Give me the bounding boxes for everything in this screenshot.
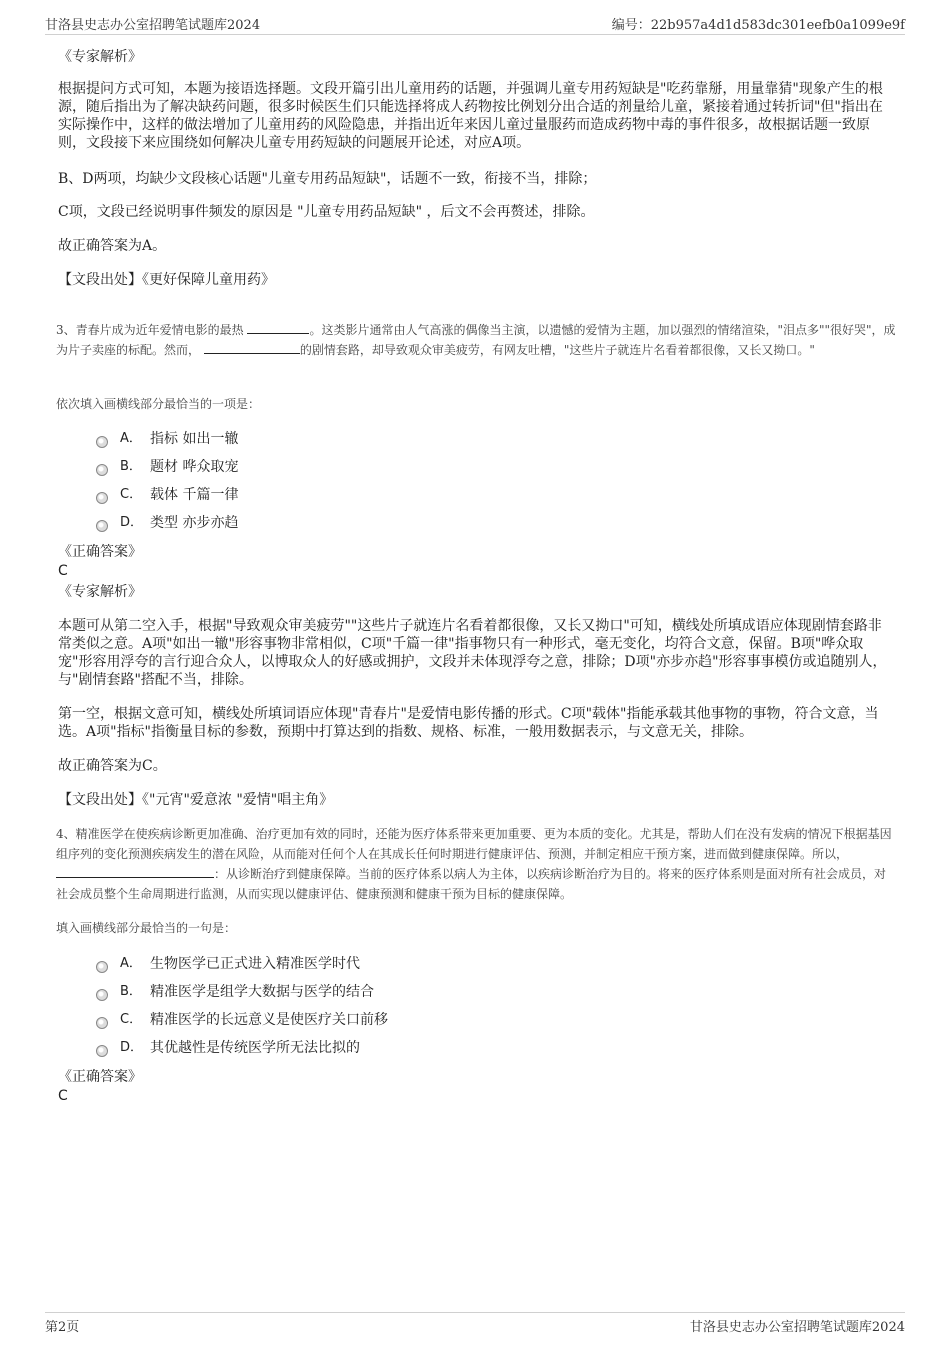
q2-analysis-para-2: B、D两项，均缺少文段核心话题"儿童专用药品短缺"，话题不一致，衔接不当，排除； (58, 171, 597, 187)
q3-option-d-text: 类型 亦步亦趋 (150, 515, 239, 531)
q2-analysis-para-3: C项，文段已经说明事件频发的原因是 "儿童专用药品短缺" ，后文不会再赘述，排除。 (58, 204, 595, 220)
q2-answer-line: 故正确答案为A。 (58, 238, 167, 254)
header-title: 甘洛县史志办公室招聘笔试题库2024 (45, 18, 261, 33)
q4-option-a-text: 生物医学已正式进入精准医学时代 (150, 956, 360, 972)
header-code: 编号：22b957a4d1d583dc301eefb0a1099e9f (611, 18, 905, 33)
page-footer (45, 1312, 905, 1336)
q3-option-b-letter: B． (120, 459, 142, 474)
q3-analysis-para-1: 本题可从第二空入手，根据"导致观众审美疲劳""这些片子就连片名看着都很像，又长又拗口"可知，横线处所填成语应体现剧情套路非常类似之意。A项"如出一辙"形容事物非常相似，C项"千篇一律"指事物只有一种形式，毫无变化，均符合文意，保留。B项"哗众取宠"形容用浮夸的言行迎合众人，以博取众人的好感或拥护，文段并未体现浮夸之意，排除；D项"亦步亦趋"形容事事模仿或追随别人，与"剧情套路"搭配不当，排除。 (58, 618, 887, 688)
q2-source: 【文段出处】《更好保障儿童用药》 (58, 272, 275, 288)
q3-option-c-letter: C． (120, 487, 143, 502)
q4-stem-part-1: 4、精准医学在使疾病诊断更加准确、治疗更加有效的同时，还能为医疗体系带来更加重要、更为本质的变化。尤其是，帮助人们在没有发病的情况下根据基因组序列的变化预测疾病发生的潜在风险，从而能对任何个人在其成长任何时期进行健康评估、预测，并制定相应干预方案，进而做到健康保障。所以， (56, 827, 892, 861)
radio-icon[interactable] (96, 1017, 108, 1029)
q4-option-c-letter: C． (120, 1012, 143, 1027)
radio-icon[interactable] (96, 436, 108, 448)
page-header (45, 14, 905, 35)
q3-option-c[interactable] (96, 486, 238, 504)
q3-option-a-letter: A． (120, 431, 142, 446)
q4-option-d-letter: D． (120, 1040, 144, 1055)
q3-option-a-text: 指标 如出一辙 (150, 431, 239, 447)
q4-option-a-letter: A． (120, 956, 142, 971)
q3-answer: C (58, 563, 68, 579)
q4-stem-part-2: ：从诊断治疗到健康保障。当前的医疗体系以病人为主体，以疾病诊断治疗为目的。将来的医疗体系则是面对所有社会成员，对社会成员整个生命周期进行监测，从而实现以健康评估、健康预测和健康干预为目标的健康保障。 (56, 867, 887, 901)
q3-stem (56, 320, 896, 360)
q3-option-a[interactable] (96, 430, 238, 448)
footer-title: 甘洛县史志办公室招聘笔试题库2024 (689, 1320, 905, 1335)
q3-stem-part-1: 3、青春片成为近年爱情电影的最热 (56, 323, 244, 337)
q3-stem-part-2: 。这类影片通常由人气高涨的偶像当主演，以遗憾的爱情为主题，加以强烈的情绪渲染，"泪点多""很好哭"，成为片子卖座的标配。然而， (56, 323, 896, 357)
q4-option-b-text: 精准医学是组学大数据与医学的结合 (150, 984, 374, 1000)
q3-option-b-text: 题材 哗众取宠 (150, 459, 239, 475)
q3-answer-label: 《正确答案》 (58, 544, 142, 560)
q3-answer-line: 故正确答案为C。 (58, 758, 167, 774)
q4-stem (56, 824, 896, 904)
q3-stem-part-3: 的剧情套路，却导致观众审美疲劳，有网友吐槽，"这些片子就连片名看着都很像，又长又拗口。" (299, 343, 815, 357)
q2-analysis-label: 《专家解析》 (58, 49, 142, 65)
q4-option-b[interactable] (96, 983, 374, 1001)
q4-option-d-text: 其优越性是传统医学所无法比拟的 (150, 1040, 360, 1056)
q4-option-c[interactable] (96, 1011, 388, 1029)
q3-option-d-letter: D． (120, 515, 144, 530)
q3-blank-2 (204, 340, 300, 354)
radio-icon[interactable] (96, 1045, 108, 1057)
radio-icon[interactable] (96, 989, 108, 1001)
q4-answer-label: 《正确答案》 (58, 1069, 142, 1085)
q4-option-b-letter: B． (120, 984, 142, 999)
q3-option-d[interactable] (96, 514, 238, 532)
q4-option-d[interactable] (96, 1039, 360, 1057)
radio-icon[interactable] (96, 464, 108, 476)
q4-blank (56, 864, 214, 878)
q3-blank-1 (247, 320, 309, 334)
q4-prompt: 填入画横线部分最恰当的一句是： (56, 921, 237, 935)
q4-answer: C (58, 1088, 68, 1104)
radio-icon[interactable] (96, 492, 108, 504)
q3-prompt: 依次填入画横线部分最恰当的一项是： (56, 397, 261, 411)
q4-option-c-text: 精准医学的长远意义是使医疗关口前移 (150, 1012, 388, 1028)
q3-analysis-label: 《专家解析》 (58, 584, 142, 600)
q4-option-a[interactable] (96, 955, 360, 973)
q3-option-c-text: 载体 千篇一律 (150, 487, 239, 503)
q2-analysis-para-1: 根据提问方式可知，本题为接语选择题。文段开篇引出儿童用药的话题，并强调儿童专用药短缺是"吃药靠掰，用量靠猜"现象产生的根源，随后指出为了解决缺药问题，很多时候医生们只能选择将成人药物按比例划分出合适的剂量给儿童，紧接着通过转折词"但"指出在实际操作中，这样的做法增加了儿童用药的风险隐患，并指出近年来因儿童过量服药而造成药物中毒的事件很多，故根据话题一致原则，文段接下来应围绕如何解决儿童专用药短缺的问题展开论述，对应A项。 (58, 81, 883, 151)
footer-page-number: 第2页 (45, 1320, 80, 1335)
radio-icon[interactable] (96, 961, 108, 973)
q3-option-b[interactable] (96, 458, 238, 476)
radio-icon[interactable] (96, 520, 108, 532)
q3-source: 【文段出处】《"元宵"爱意浓 "爱情"唱主角》 (58, 792, 334, 808)
q3-analysis-para-2: 第一空，根据文意可知，横线处所填词语应体现"青春片"是爱情电影传播的形式。C项"载体"指能承载其他事物的事物，符合文意，当选。A项"指标"指衡量目标的参数，预期中打算达到的指数、规格、标准，一般用数据表示，与文意无关，排除。 (58, 706, 879, 740)
